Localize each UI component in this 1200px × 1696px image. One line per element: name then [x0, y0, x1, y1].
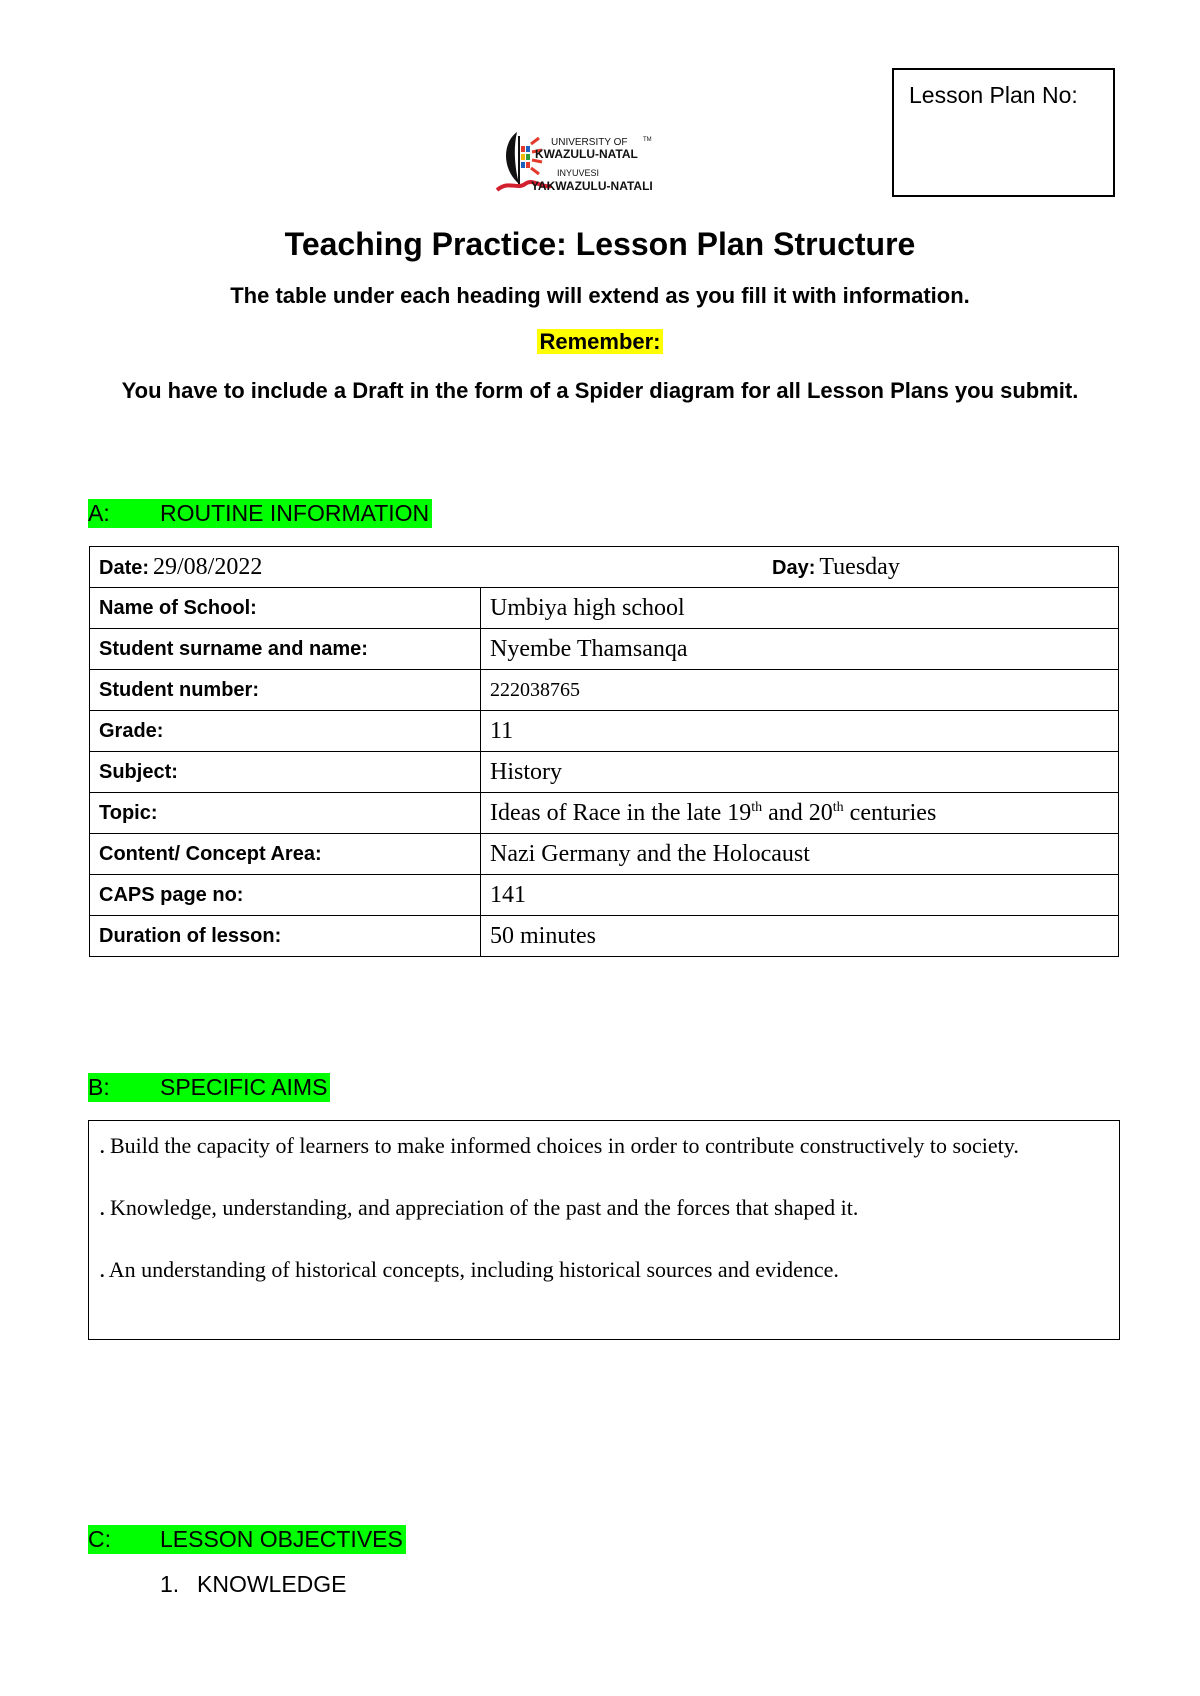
student-name-value: Nyembe Thamsanqa: [481, 629, 1119, 670]
specific-aims-box: [88, 1120, 1120, 1340]
logo-line-4: YAKWAZULU-NATALI: [531, 179, 653, 193]
logo-trademark: TM: [643, 137, 652, 143]
table-row: [90, 834, 1119, 875]
table-row: [90, 588, 1119, 629]
caps-page-label: CAPS page no:: [90, 875, 481, 916]
table-row: [90, 629, 1119, 670]
topic-sup-2: th: [832, 799, 844, 815]
objective-knowledge: [160, 1571, 347, 1598]
logo-line-1: UNIVERSITY OF: [551, 137, 628, 148]
page-title: Teaching Practice: Lesson Plan Structure: [284, 226, 916, 262]
objective-label: KNOWLEDGE: [197, 1571, 347, 1597]
content-area-value: Nazi Germany and the Holocaust: [481, 834, 1119, 875]
duration-label: Duration of lesson:: [90, 916, 481, 957]
aim-item: [100, 1193, 1108, 1224]
bullet-icon: .: [100, 1261, 105, 1281]
school-label: Name of School:: [90, 588, 481, 629]
student-name-label: Student surname and name:: [90, 629, 481, 670]
aim-text-3: An understanding of historical concepts, including historical sources and evidence.: [108, 1257, 839, 1282]
lesson-plan-number-box: [892, 68, 1115, 197]
topic-label: Topic:: [90, 793, 481, 834]
topic-value: [481, 793, 1119, 834]
section-b-title: SPECIFIC AIMS: [160, 1074, 328, 1100]
bullet-icon: .: [100, 1137, 105, 1157]
remember-highlight: Remember:: [539, 329, 661, 354]
table-row: [90, 752, 1119, 793]
section-b-heading: [88, 1073, 330, 1102]
aim-text-2: Knowledge, understanding, and appreciation of the past and the forces that shaped it.: [110, 1195, 859, 1220]
grade-value: 11: [481, 711, 1119, 752]
table-row: [90, 793, 1119, 834]
university-logo: [495, 128, 715, 206]
table-row: [90, 711, 1119, 752]
date-cell: [90, 547, 1119, 588]
duration-value: 50 minutes: [481, 916, 1119, 957]
section-a-title: ROUTINE INFORMATION: [160, 500, 430, 526]
grade-label: Grade:: [90, 711, 481, 752]
student-number-value: 222038765: [481, 670, 1119, 711]
school-value: Umbiya high school: [481, 588, 1119, 629]
day-label: Day:: [772, 556, 816, 579]
aim-text-1: Build the capacity of learners to make informed choices in order to contribute constructively to society.: [110, 1133, 1019, 1158]
logo-line-2: KWAZULU-NATAL: [535, 147, 638, 161]
table-row: [90, 875, 1119, 916]
topic-text-2: and 20: [762, 799, 833, 826]
date-value: 29/08/2022: [153, 553, 263, 580]
aim-item: [100, 1131, 1108, 1162]
caps-page-value: 141: [481, 875, 1119, 916]
section-c-letter: C:: [88, 1526, 111, 1552]
section-c-heading: [88, 1525, 406, 1554]
lesson-plan-number-label: Lesson Plan No:: [909, 82, 1078, 108]
subtitle: The table under each heading will extend as you fill it with information.: [230, 283, 970, 308]
section-b-letter: B:: [88, 1074, 110, 1100]
day-value: Tuesday: [819, 553, 900, 580]
topic-text-1: Ideas of Race in the late 19: [490, 799, 752, 826]
routine-information-table: [89, 546, 1119, 957]
subject-label: Subject:: [90, 752, 481, 793]
date-row: [90, 547, 1119, 588]
date-label: Date:: [99, 556, 150, 579]
objective-number: 1.: [160, 1571, 180, 1597]
table-row: [90, 916, 1119, 957]
topic-text-3: centuries: [843, 799, 937, 826]
student-number-label: Student number:: [90, 670, 481, 711]
logo-line-3: INYUVESI: [557, 168, 600, 178]
bullet-icon: .: [100, 1199, 105, 1219]
remember-label: [0, 329, 1200, 355]
topic-sup-1: th: [751, 799, 763, 815]
spider-diagram-note: You have to include a Draft in the form of a Spider diagram for all Lesson Plans you submit.: [121, 378, 1079, 403]
section-a-letter: A:: [88, 500, 110, 526]
aim-item: [100, 1255, 1108, 1286]
section-c-title: LESSON OBJECTIVES: [160, 1526, 403, 1552]
section-a-heading: [88, 499, 432, 528]
subject-value: History: [481, 752, 1119, 793]
table-row: [90, 670, 1119, 711]
content-area-label: Content/ Concept Area:: [90, 834, 481, 875]
